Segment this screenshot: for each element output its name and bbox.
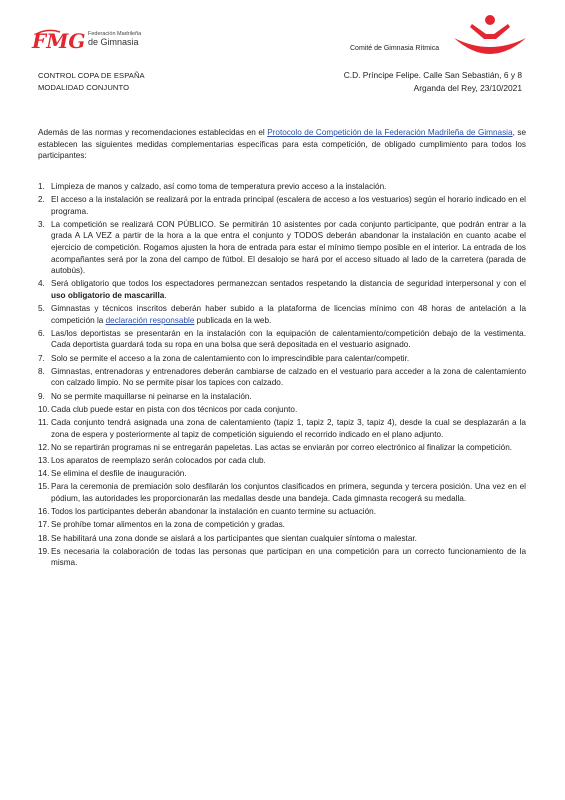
protocol-link[interactable]: Protocolo de Competición de la Federación Madrileña de Gimnasia (267, 128, 513, 137)
list-item (38, 303, 526, 326)
list-item (38, 278, 526, 301)
list-item (38, 328, 526, 351)
list-item-number: 12. (38, 442, 50, 452)
list-item-text: La competición se realizará CON PÚBLICO. Se permitirán 10 asistentes por cada conjunto participante, que podrán entrar a la grada A LA VEZ a partir de la hora a la que entra el conjunto y TODOS deberán abandonar la instalación en cuanto acabe el ejercicio de competición. Rogamos ajusten la hora de entrada para estar el mínimo tiempo posible en el interior. La entrada de los acompañantes será por la zona del campo de fútbol. El desalojo se hará por el acceso situado al lado de la carretera (parada de autobús). (51, 219, 526, 276)
list-item-number: 14. (38, 469, 50, 479)
list-item (38, 481, 526, 504)
list-item (38, 219, 526, 277)
mask-requirement: uso obligatorio de mascarilla (51, 290, 165, 300)
list-item (38, 533, 526, 545)
fmg-subtitle: Federación Madrileña (88, 31, 142, 37)
intro-paragraph (38, 127, 526, 162)
list-item (38, 194, 526, 217)
list-item (38, 391, 526, 403)
event-title (38, 70, 145, 94)
event-title-line1: CONTROL COPA DE ESPAÑA (38, 71, 145, 80)
list-item-text: Gimnastas, entrenadoras y entrenadores deberán cambiarse de calzado en el vestuario para acceder a la zona de calentamiento con calzado limpio. No se permite pisar los tapices con calzado. (51, 366, 526, 388)
list-item-number: 1. (38, 181, 45, 191)
list-item-number: 4. (38, 279, 45, 289)
fmg-logo (30, 26, 90, 56)
intro-text-end: , se establecen las siguientes medidas complementarias específicas para esta competición, de obligado cumplimiento para todos los participantes: (38, 128, 526, 161)
list-item-number: 18. (38, 533, 50, 543)
document-body (38, 127, 526, 570)
list-item-text: Solo se permite el acceso a la zona de calentamiento con lo imprescindible para calentar/competir. (51, 353, 410, 363)
list-item-text: Los aparatos de reemplazo serán colocados por cada club. (51, 455, 266, 465)
list-item-number: 13. (38, 455, 50, 465)
venue-info (344, 69, 522, 94)
list-item-number: 9. (38, 391, 45, 401)
list-item-number: 8. (38, 366, 45, 376)
list-item-number: 6. (38, 328, 45, 338)
fmg-title: de Gimnasia (88, 37, 139, 47)
list-item-text: Se habilitará una zona donde se aislará a los participantes que sientan cualquier síntoma o malestar. (51, 533, 417, 543)
list-item (38, 519, 526, 531)
list-item-text: Limpieza de manos y calzado, así como toma de temperatura previo acceso a la instalación. (51, 181, 387, 191)
gymnast-logo-icon (450, 12, 530, 62)
venue-address: C.D. Príncipe Felipe. Calle San Sebastián, 6 y 8 (343, 70, 522, 80)
list-item-number: 5. (38, 304, 45, 314)
list-item-text: Cada conjunto tendrá asignada una zona de calentamiento (tapiz 1, tapiz 2, tapiz 3, tapiz 4), desde la cual se desplazarán a la zona de espera y posteriormente al tapiz de competición siguiendo el recorrido indicado en el plano adjunto. (51, 418, 526, 439)
list-item-text: Gimnastas y técnicos inscritos deberán haber subido a la plataforma de licencias mínimo con 48 horas de antelación a la competición la (51, 304, 526, 325)
fmg-name (88, 31, 141, 47)
list-item-number: 2. (38, 194, 45, 204)
list-item-text: No se permite maquillarse ni peinarse en la instalación. (51, 391, 252, 401)
list-item-text: Para la ceremonia de premiación solo desfilarán los conjuntos clasificados en primera, segunda y tercera posición. Una vez en el pódium, las autoridades les proporcionarán las medallas desde una bandeja. Cada gimnasta recogerá su medalla. (51, 482, 526, 503)
list-item-text-end: . (164, 290, 167, 300)
list-item-text: Se prohíbe tomar alimentos en la zona de competición y gradas. (51, 520, 285, 530)
rules-list (38, 181, 526, 569)
list-item-text: Cada club puede estar en pista con dos técnicos por cada conjunto. (51, 404, 298, 414)
list-item (38, 546, 526, 569)
intro-text-start: Además de las normas y recomendaciones establecidas en el (38, 128, 268, 137)
list-item (38, 417, 526, 440)
list-item-number: 3. (38, 219, 45, 229)
list-item (38, 353, 526, 365)
document-header (0, 0, 565, 120)
list-item-number: 7. (38, 353, 45, 363)
list-item (38, 366, 526, 389)
list-item-text: Todos los participantes deberán abandonar la instalación en cuanto termine su actuación. (51, 507, 376, 517)
list-item-text: Las/los deportistas se presentarán en la instalación con la equipación de calentamiento/competición debajo de la vestimenta. Cada deportista guardará toda su ropa en una bolsa que será depositada en el vestuario asignado. (51, 328, 526, 350)
committee-label: Comité de Gimnasia Rítmica (350, 45, 440, 52)
list-item (38, 404, 526, 416)
event-title-line2: MODALIDAD CONJUNTO (38, 83, 130, 92)
list-item (38, 468, 526, 480)
list-item-number: 15. (38, 482, 50, 492)
list-item-text: Es necesaria la colaboración de todas las personas que participan en una competición para un correcto funcionamiento de la misma. (51, 546, 526, 568)
list-item-number: 10. (38, 404, 50, 414)
list-item (38, 506, 526, 518)
list-item-text: El acceso a la instalación se realizará por la entrada principal (escalera de acceso a los vestuarios) según el horario indicado en el programa. (51, 194, 526, 216)
list-item-text: No se repartirán programas ni se entregarán papeletas. Las actas se enviarán por correo electrónico al finalizar la competición. (51, 442, 513, 452)
venue-date: Arganda del Rey, 23/10/2021 (413, 82, 522, 93)
list-item-number: 19. (38, 546, 50, 556)
list-item-text: Se elimina el desfile de inauguración. (51, 469, 187, 479)
list-item-number: 16. (38, 507, 50, 517)
declaration-link[interactable]: declaración responsable (105, 315, 195, 325)
list-item (38, 181, 526, 193)
fmg-logo-letters: FMG (32, 29, 86, 53)
list-item-text-end: publicada en la web. (194, 315, 272, 325)
list-item (38, 455, 526, 467)
list-item-number: 11. (38, 418, 49, 427)
list-item-number: 17. (38, 520, 50, 530)
list-item (38, 442, 526, 454)
list-item-text: Será obligatorio que todos los espectadores permanezcan sentados respetando la distancia de seguridad interpersonal y con el (51, 279, 526, 289)
